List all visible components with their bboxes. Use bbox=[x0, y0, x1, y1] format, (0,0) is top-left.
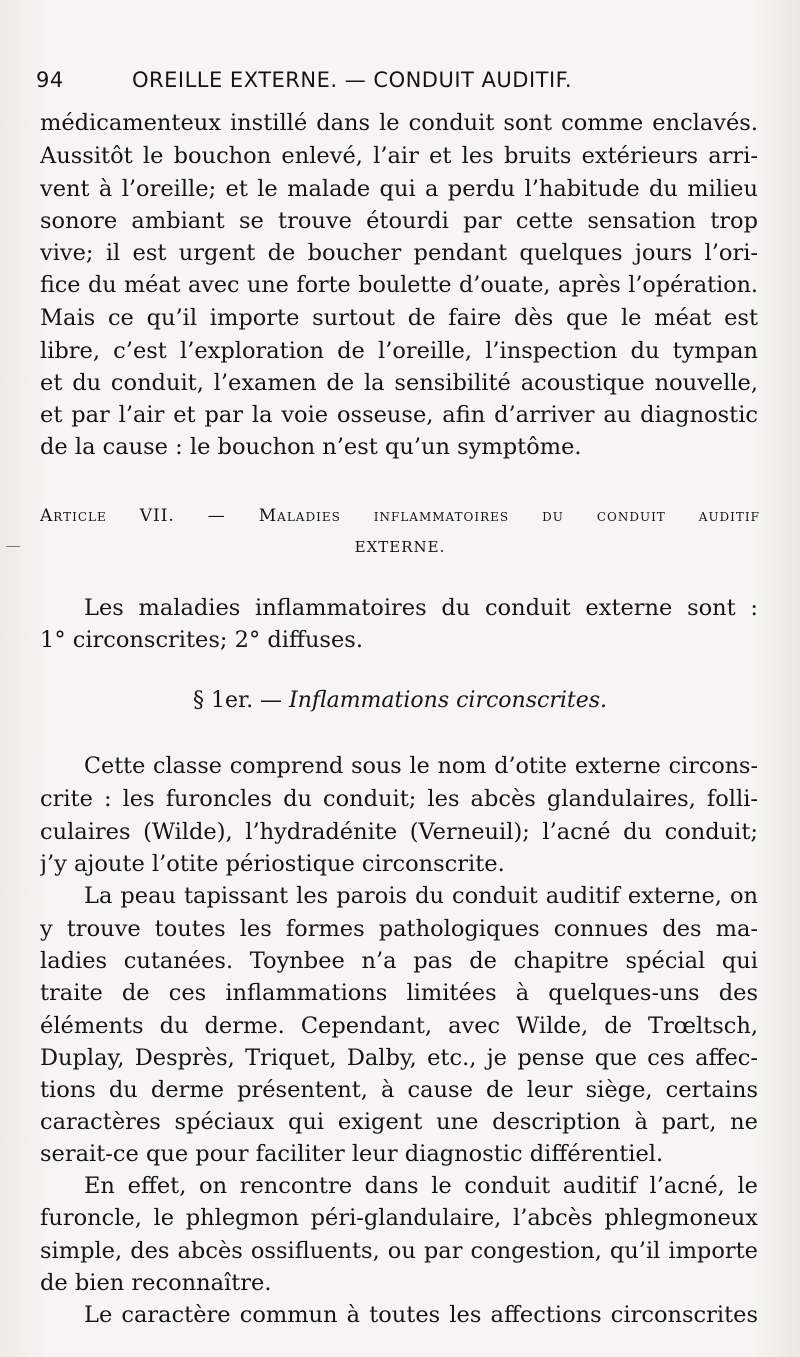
text-line: Cette classe comprend sous le nom d’otite externe circons- bbox=[84, 753, 758, 779]
text-line: sonore ambiant se trouve étourdi par cette sensation trop bbox=[40, 208, 758, 234]
text-line: et par l’air et par la voie osseuse, afin d’arriver au diagnostic bbox=[40, 402, 758, 428]
text-line: Le caractère commun à toutes les affections circonscrites bbox=[84, 1302, 758, 1328]
text-line: y trouve toutes les formes pathologiques connues des ma- bbox=[40, 916, 758, 942]
text-line: traite de ces inflammations limitées à quelques-uns des bbox=[40, 980, 758, 1006]
text-line: j’y ajoute l’otite périostique circonscrite. bbox=[40, 851, 505, 877]
text-line: 1° circonscrites; 2° diffuses. bbox=[40, 627, 363, 653]
text-line: simple, des abcès ossifluents, ou par congestion, qu’il importe bbox=[40, 1238, 758, 1264]
text-line: culaires (Wilde), l’hydradénite (Verneuil); l’acné du conduit; bbox=[40, 819, 758, 845]
article-heading-continued: EXTERNE. bbox=[354, 538, 446, 556]
text-line: Mais ce qu’il importe surtout de faire dès que le méat est bbox=[40, 305, 758, 331]
text-line: En effet, on rencontre dans le conduit auditif l’acné, le bbox=[84, 1173, 758, 1199]
page-header bbox=[36, 62, 766, 96]
page-number: 94 bbox=[36, 68, 64, 92]
text-line: fice du méat avec une forte boulette d’ouate, après l’opération. bbox=[40, 272, 758, 298]
section-number: § 1er. — bbox=[192, 688, 290, 713]
margin-mark bbox=[6, 546, 20, 547]
text-line: serait-ce que pour faciliter leur diagnostic différentiel. bbox=[40, 1141, 664, 1167]
running-title: OREILLE EXTERNE. — CONDUIT AUDITIF. bbox=[132, 68, 573, 92]
text-line: ladies cutanées. Toynbee n’a pas de chapitre spécial qui bbox=[40, 948, 758, 974]
text-line: de bien reconnaître. bbox=[40, 1270, 272, 1296]
text-line: furoncle, le phlegmon péri-glandulaire, l’abcès phlegmoneux bbox=[40, 1205, 758, 1231]
text-line: vent à l’oreille; et le malade qui a perdu l’habitude du milieu bbox=[40, 176, 758, 202]
text-line: Duplay, Desprès, Triquet, Dalby, etc., je pense que ces affec- bbox=[40, 1045, 758, 1071]
section-title: Inflammations circonscrites. bbox=[289, 688, 608, 713]
text-line: vive; il est urgent de boucher pendant quelques jours l’ori- bbox=[40, 240, 758, 266]
text-line: caractères spéciaux qui exigent une description à part, ne bbox=[40, 1109, 758, 1135]
text-line: et du conduit, l’examen de la sensibilité acoustique nouvelle, bbox=[40, 370, 758, 396]
text-line: libre, c’est l’exploration de l’oreille, l’inspection du tympan bbox=[40, 338, 758, 364]
text-line: Les maladies inflammatoires du conduit externe sont : bbox=[84, 595, 758, 621]
text-line: Aussitôt le bouchon enlevé, l’air et les bruits extérieurs arri- bbox=[40, 143, 758, 169]
section-heading bbox=[0, 688, 800, 713]
text-line: tions du derme présentent, à cause de leur siège, certains bbox=[40, 1077, 758, 1103]
text-line: médicamenteux instillé dans le conduit sont comme enclavés. bbox=[40, 110, 758, 136]
text-line: de la cause : le bouchon n’est qu’un symptôme. bbox=[40, 434, 582, 460]
text-line: éléments du derme. Cependant, avec Wilde, de Trœltsch, bbox=[40, 1013, 758, 1039]
article-heading: Article VII. — Maladies inflammatoires du conduit auditif bbox=[40, 506, 760, 526]
text-line: La peau tapissant les parois du conduit auditif externe, on bbox=[84, 883, 758, 909]
text-line: crite : les furoncles du conduit; les abcès glandulaires, folli- bbox=[40, 786, 758, 812]
